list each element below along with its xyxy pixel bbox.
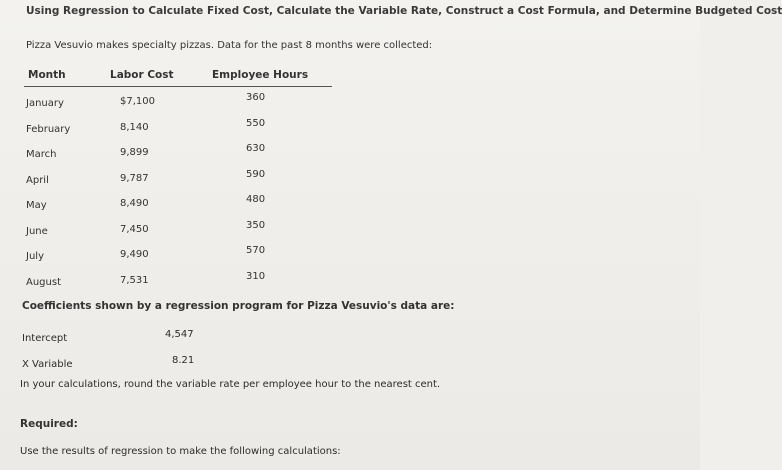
data-table <box>24 66 332 291</box>
x-variable-label: X Variable <box>22 359 73 370</box>
header-labor-cost: Labor Cost <box>110 69 174 81</box>
header-month: Month <box>28 69 66 81</box>
cell-employee-hours: 630 <box>246 143 266 154</box>
table-header <box>24 66 332 87</box>
cell-employee-hours: 310 <box>246 270 266 282</box>
cell-employee-hours: 590 <box>246 168 266 180</box>
rounding-note: In your calculations, round the variable rate per employee hour to the nearest cent. <box>20 379 441 390</box>
cell-labor-cost: 8,140 <box>120 121 149 133</box>
table-row <box>24 215 332 241</box>
instruction-text: Use the results of regression to make the following calculations: <box>20 446 341 457</box>
cell-labor-cost: 9,787 <box>120 172 149 184</box>
cell-labor-cost: 8,490 <box>120 198 149 209</box>
cell-month: February <box>26 123 71 135</box>
header-employee-hours: Employee Hours <box>212 69 309 81</box>
coefficients-title: Coefficients shown by a regression program for Pizza Vesuvio's data are: <box>22 300 455 312</box>
cell-month: April <box>26 174 49 186</box>
intro-text: Pizza Vesuvio makes specialty pizzas. Data for the past 8 months were collected: <box>26 40 433 51</box>
table-row <box>24 164 332 190</box>
table-row <box>24 240 332 266</box>
cell-labor-cost: 7,531 <box>120 274 149 286</box>
cell-month: June <box>26 225 48 237</box>
cell-employee-hours: 480 <box>246 194 266 205</box>
cell-month: July <box>26 251 44 262</box>
required-heading: Required: <box>20 418 78 430</box>
cell-labor-cost: 7,450 <box>120 223 149 235</box>
cell-labor-cost: $7,100 <box>120 96 155 107</box>
cell-employee-hours: 360 <box>246 92 266 103</box>
intercept-value: 4,547 <box>165 329 194 340</box>
cell-employee-hours: 350 <box>246 219 266 231</box>
cell-labor-cost: 9,899 <box>120 147 149 158</box>
cell-month: January <box>26 98 64 109</box>
table-row <box>24 113 332 139</box>
table-row <box>24 87 332 113</box>
table-body <box>24 87 332 291</box>
intercept-label: Intercept <box>22 333 68 344</box>
cell-employee-hours: 570 <box>246 245 266 256</box>
x-variable-value: 8.21 <box>172 355 195 366</box>
table-row <box>24 189 332 215</box>
cell-employee-hours: 550 <box>246 117 266 129</box>
cell-month: May <box>26 200 47 211</box>
document-title: Using Regression to Calculate Fixed Cost, Calculate the Variable Rate, Construct a Cost Formula, and Determine Budgeted Cost <box>26 5 782 17</box>
table-row <box>24 138 332 164</box>
cell-labor-cost: 9,490 <box>120 249 149 260</box>
cell-month: March <box>26 149 57 160</box>
cell-month: August <box>26 276 61 288</box>
table-row <box>24 266 332 292</box>
